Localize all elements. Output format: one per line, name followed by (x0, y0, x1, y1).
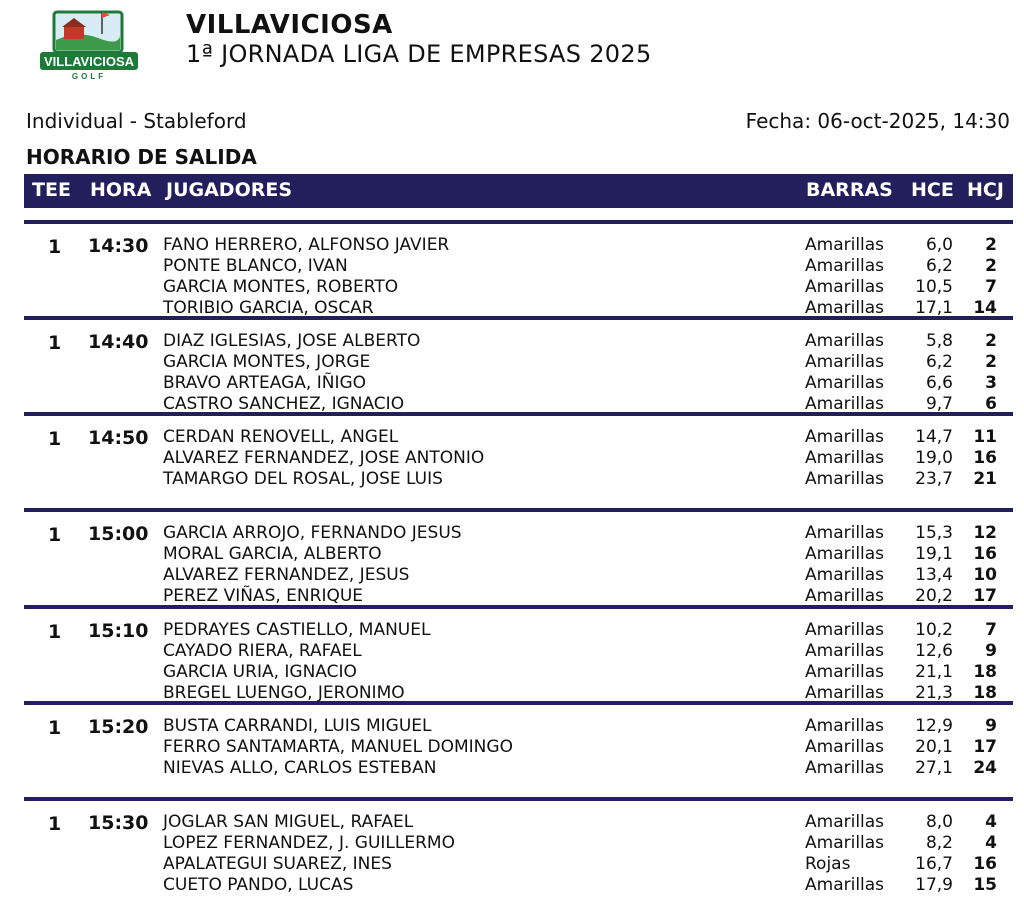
player-row (24, 812, 1013, 833)
tee-time-group (24, 508, 1013, 605)
player-barras: Amarillas (805, 662, 885, 682)
player-hcj: 3 (985, 373, 997, 393)
competition-format: Individual - Stableford (26, 109, 247, 133)
player-hce: 20,2 (915, 586, 953, 606)
player-hcj: 12 (973, 523, 997, 543)
player-barras: Amarillas (805, 641, 885, 661)
player-name: CERDAN RENOVELL, ANGEL (163, 427, 399, 447)
group-tee: 1 (48, 332, 62, 354)
player-name: DIAZ IGLESIAS, JOSE ALBERTO (163, 331, 421, 351)
player-hce: 21,3 (915, 683, 953, 703)
tee-time-groups (24, 220, 1013, 893)
player-barras: Amarillas (805, 833, 885, 853)
column-header-jugadores: JUGADORES (166, 179, 293, 201)
player-hcj: 17 (973, 586, 997, 606)
player-row (24, 427, 1013, 448)
player-barras: Amarillas (805, 448, 885, 468)
event-title: 1ª JORNADA LIGA DE EMPRESAS 2025 (186, 40, 652, 68)
player-row (24, 758, 1013, 779)
player-hce: 8,2 (925, 833, 953, 853)
player-hce: 21,1 (915, 662, 953, 682)
player-name: TORIBIO GARCIA, OSCAR (163, 298, 374, 318)
player-row (24, 833, 1013, 854)
player-hcj: 18 (973, 662, 997, 682)
tee-time-group (24, 701, 1013, 797)
player-hcj: 17 (973, 737, 997, 757)
player-name: LOPEZ FERNANDEZ, J. GUILLERMO (163, 833, 455, 853)
player-row (24, 448, 1013, 469)
tee-time-group (24, 220, 1013, 316)
player-hce: 17,1 (915, 298, 953, 318)
player-name: MORAL GARCIA, ALBERTO (163, 544, 382, 564)
column-header-hora: HORA (90, 179, 152, 201)
player-name: PEREZ VIÑAS, ENRIQUE (163, 586, 364, 606)
player-hcj: 2 (985, 256, 997, 276)
schedule-title: HORARIO DE SALIDA (26, 145, 257, 169)
player-barras: Amarillas (805, 373, 885, 393)
player-name: CAYADO RIERA, RAFAEL (163, 641, 362, 661)
column-header-barras: BARRAS (806, 179, 893, 201)
player-name: GARCIA MONTES, ROBERTO (163, 277, 399, 297)
player-barras: Amarillas (805, 875, 885, 895)
player-hce: 12,9 (915, 716, 953, 736)
player-barras: Amarillas (805, 812, 885, 832)
player-name: GARCIA URIA, IGNACIO (163, 662, 357, 682)
player-name: BRAVO ARTEAGA, IÑIGO (163, 373, 367, 393)
player-hcj: 2 (985, 352, 997, 372)
column-header-tee: TEE (32, 179, 71, 201)
player-hcj: 2 (985, 331, 997, 351)
player-row (24, 277, 1013, 298)
player-row (24, 523, 1013, 544)
player-barras: Amarillas (805, 544, 885, 564)
player-hce: 10,2 (915, 620, 953, 640)
player-row (24, 716, 1013, 737)
group-hora: 15:20 (88, 716, 149, 738)
player-name: ALVAREZ FERNANDEZ, JESUS (163, 565, 410, 585)
player-hcj: 10 (973, 565, 997, 585)
player-hce: 19,1 (915, 544, 953, 564)
player-name: JOGLAR SAN MIGUEL, RAFAEL (163, 812, 414, 832)
player-hce: 16,7 (915, 854, 953, 874)
group-hora: 14:30 (88, 235, 149, 257)
player-hcj: 7 (985, 620, 997, 640)
event-date: Fecha: 06-oct-2025, 14:30 (745, 109, 1010, 133)
group-tee: 1 (48, 813, 62, 835)
column-header-hce: HCE (911, 179, 954, 201)
player-barras: Amarillas (805, 298, 885, 318)
group-tee: 1 (48, 621, 62, 643)
player-name: PONTE BLANCO, IVAN (163, 256, 348, 276)
column-header-hcj: HCJ (967, 179, 1004, 201)
player-hce: 6,2 (925, 256, 953, 276)
player-hce: 14,7 (915, 427, 953, 447)
player-hcj: 16 (973, 448, 997, 468)
player-barras: Amarillas (805, 352, 885, 372)
player-row (24, 352, 1013, 373)
player-name: NIEVAS ALLO, CARLOS ESTEBAN (163, 758, 437, 778)
player-row (24, 235, 1013, 256)
player-barras: Amarillas (805, 565, 885, 585)
player-hce: 6,6 (925, 373, 953, 393)
player-name: TAMARGO DEL ROSAL, JOSE LUIS (163, 469, 443, 489)
player-hce: 6,2 (925, 352, 953, 372)
player-hcj: 21 (973, 469, 997, 489)
player-barras: Amarillas (805, 235, 885, 255)
group-tee: 1 (48, 428, 62, 450)
player-name: BREGEL LUENGO, JERONIMO (163, 683, 405, 703)
player-barras: Rojas (805, 854, 851, 874)
tee-time-group (24, 605, 1013, 701)
player-hcj: 16 (973, 854, 997, 874)
player-name: GARCIA MONTES, JORGE (163, 352, 371, 372)
player-name: BUSTA CARRANDI, LUIS MIGUEL (163, 716, 432, 736)
player-row (24, 641, 1013, 662)
player-hcj: 9 (985, 641, 997, 661)
club-name: VILLAVICIOSA (186, 10, 393, 40)
player-hcj: 11 (973, 427, 997, 447)
player-hcj: 15 (973, 875, 997, 895)
player-hcj: 9 (985, 716, 997, 736)
player-barras: Amarillas (805, 256, 885, 276)
player-name: GARCIA ARROJO, FERNANDO JESUS (163, 523, 462, 543)
player-name: PEDRAYES CASTIELLO, MANUEL (163, 620, 431, 640)
player-row (24, 620, 1013, 641)
player-barras: Amarillas (805, 331, 885, 351)
player-row (24, 565, 1013, 586)
player-hcj: 24 (973, 758, 997, 778)
player-hce: 13,4 (915, 565, 953, 585)
player-hce: 10,5 (915, 277, 953, 297)
player-hcj: 14 (973, 298, 997, 318)
player-name: ALVAREZ FERNANDEZ, JOSE ANTONIO (163, 448, 485, 468)
player-hcj: 16 (973, 544, 997, 564)
club-logo (38, 8, 140, 82)
player-barras: Amarillas (805, 523, 885, 543)
player-barras: Amarillas (805, 469, 885, 489)
group-hora: 15:10 (88, 620, 149, 642)
player-hce: 19,0 (915, 448, 953, 468)
player-hce: 23,7 (915, 469, 953, 489)
player-barras: Amarillas (805, 277, 885, 297)
player-hce: 17,9 (915, 875, 953, 895)
player-hce: 8,0 (925, 812, 953, 832)
player-hce: 5,8 (925, 331, 953, 351)
player-hcj: 4 (985, 833, 997, 853)
player-barras: Amarillas (805, 427, 885, 447)
tee-time-group (24, 412, 1013, 508)
player-hce: 12,6 (915, 641, 953, 661)
player-barras: Amarillas (805, 394, 885, 414)
group-hora: 14:40 (88, 331, 149, 353)
player-hcj: 4 (985, 812, 997, 832)
player-name: CASTRO SANCHEZ, IGNACIO (163, 394, 405, 414)
player-barras: Amarillas (805, 758, 885, 778)
player-row (24, 662, 1013, 683)
table-header (24, 174, 1013, 208)
group-hora: 14:50 (88, 427, 149, 449)
group-tee: 1 (48, 717, 62, 739)
player-name: CUETO PANDO, LUCAS (163, 875, 354, 895)
tee-time-group (24, 797, 1013, 893)
player-barras: Amarillas (805, 683, 885, 703)
group-hora: 15:30 (88, 812, 149, 834)
player-barras: Amarillas (805, 716, 885, 736)
player-hcj: 18 (973, 683, 997, 703)
svg-text:VILLAVICIOSA: VILLAVICIOSA (43, 54, 135, 69)
player-row (24, 586, 1013, 607)
group-tee: 1 (48, 524, 62, 546)
player-hcj: 2 (985, 235, 997, 255)
player-hce: 15,3 (915, 523, 953, 543)
player-row (24, 331, 1013, 352)
svg-text:GOLF: GOLF (71, 72, 107, 81)
player-hcj: 7 (985, 277, 997, 297)
player-barras: Amarillas (805, 737, 885, 757)
player-row (24, 737, 1013, 758)
player-name: FERRO SANTAMARTA, MANUEL DOMINGO (163, 737, 513, 757)
tee-time-group (24, 316, 1013, 412)
group-tee: 1 (48, 236, 62, 258)
player-hce: 27,1 (915, 758, 953, 778)
player-barras: Amarillas (805, 586, 885, 606)
player-barras: Amarillas (805, 620, 885, 640)
player-row (24, 875, 1013, 896)
player-hcj: 6 (985, 394, 997, 414)
player-name: APALATEGUI SUAREZ, INES (163, 854, 392, 874)
player-hce: 20,1 (915, 737, 953, 757)
player-hce: 6,0 (925, 235, 953, 255)
player-row (24, 256, 1013, 277)
group-hora: 15:00 (88, 523, 149, 545)
player-hce: 9,7 (925, 394, 953, 414)
player-row (24, 469, 1013, 490)
player-name: FANO HERRERO, ALFONSO JAVIER (163, 235, 450, 255)
player-row (24, 373, 1013, 394)
player-row (24, 544, 1013, 565)
player-row (24, 854, 1013, 875)
